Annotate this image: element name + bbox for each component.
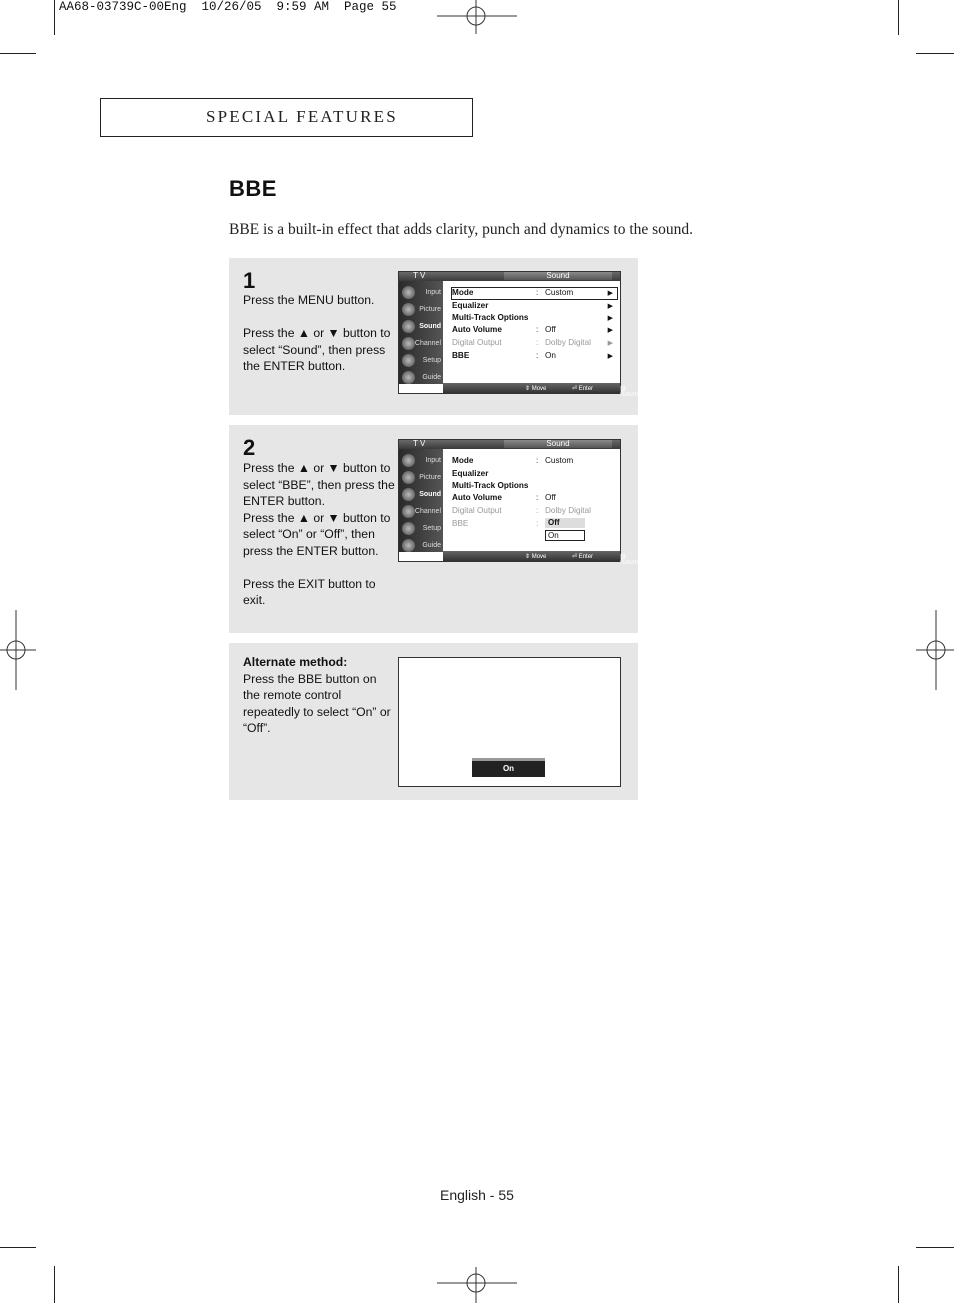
section-header bbox=[100, 98, 473, 137]
page-title: BBE bbox=[229, 176, 277, 201]
menu-row-auto-volume: Auto Volume : Off bbox=[452, 493, 556, 502]
tv-help-bar bbox=[443, 551, 639, 566]
print-header: AA68-03739C-00Eng 10/26/05 9:59 AM Page 55 bbox=[59, 0, 397, 14]
menu-row-digital-output: Digital Output : Dolby Digital bbox=[452, 506, 591, 515]
input-icon bbox=[402, 454, 415, 467]
arrow-right-icon: ▶ bbox=[607, 314, 613, 322]
alternate-heading: Alternate method: bbox=[243, 655, 348, 669]
step-line: Press the ▲ or ▼ button to select “On” or “Off”, then press the ENTER button. bbox=[243, 510, 391, 558]
arrow-right-icon: ▶ bbox=[607, 302, 613, 310]
step-2-text bbox=[243, 460, 401, 609]
enter-hint: ⏎ Enter bbox=[572, 386, 594, 392]
tv-sidebar: Input Picture Sound Channel Setup Guide bbox=[399, 281, 443, 384]
bbe-osd-bar: On bbox=[472, 758, 545, 777]
channel-icon bbox=[402, 337, 415, 350]
menu-row-equalizer: Equalizer ▶ bbox=[452, 300, 613, 310]
enter-hint: ⏎ Enter bbox=[572, 554, 594, 560]
registration-mark-icon bbox=[916, 610, 954, 690]
menu-row-equalizer: Equalizer bbox=[452, 468, 489, 478]
arrow-right-icon: ▶ bbox=[607, 290, 613, 297]
guide-icon bbox=[402, 371, 415, 384]
tv-sidebar: Input Picture Sound Channel Setup Guide bbox=[399, 449, 443, 552]
step-line: Press the MENU button. bbox=[243, 293, 375, 307]
menu-title: Sound bbox=[504, 440, 612, 448]
osd-screen bbox=[398, 657, 621, 787]
menu-row-bbe: BBE : On ▶ bbox=[452, 350, 613, 360]
sound-icon bbox=[402, 320, 415, 333]
menu-row-mode: Mode : Custom bbox=[452, 456, 574, 465]
menu-row-bbe: BBE : bbox=[452, 518, 539, 528]
menu-title: Sound bbox=[504, 272, 612, 280]
step-line: Press the EXIT button to exit. bbox=[243, 576, 376, 607]
step-line: Press the ▲ or ▼ button to select “BBE”, then press the ENTER button. bbox=[243, 461, 395, 508]
bbe-option-on: On bbox=[545, 530, 585, 541]
move-hint: ⇕ Move bbox=[525, 554, 547, 560]
move-hint: ⇕ Move bbox=[525, 386, 547, 392]
crop-mark bbox=[0, 1247, 36, 1248]
alternate-body: Press the BBE button on the remote control repeatedly to select “On” or “Off”. bbox=[243, 671, 391, 735]
menu-row-digital-output: Digital Output : Dolby Digital ▶ bbox=[452, 338, 613, 347]
return-hint: ▥ Return bbox=[620, 386, 639, 398]
step-line: Press the ▲ or ▼ button to select “Sound”, then press the ENTER button. bbox=[243, 326, 391, 373]
intro-text: BBE is a built-in effect that adds clarity, punch and dynamics to the sound. bbox=[229, 221, 694, 238]
menu-row-mode: Mode : Custom ▶ bbox=[452, 288, 617, 299]
picture-icon bbox=[402, 471, 415, 484]
alternate-method-panel bbox=[229, 643, 638, 800]
crop-mark bbox=[54, 1266, 55, 1303]
page-footer: English - 55 bbox=[440, 1187, 514, 1203]
setup-icon bbox=[402, 354, 415, 367]
channel-icon bbox=[402, 505, 415, 518]
arrow-right-icon: ▶ bbox=[607, 340, 613, 347]
crop-mark bbox=[898, 1266, 899, 1303]
tv-help-bar bbox=[443, 383, 639, 398]
tv-label: T V bbox=[413, 439, 426, 448]
tv-menu-screen bbox=[398, 439, 639, 566]
crop-mark bbox=[916, 1247, 954, 1248]
section-title: SPECIAL FEATURES bbox=[206, 107, 398, 126]
registration-mark-icon bbox=[437, 1267, 517, 1303]
return-hint: ▥ Return bbox=[620, 554, 639, 566]
arrow-right-icon: ▶ bbox=[607, 352, 613, 360]
crop-mark bbox=[54, 0, 55, 35]
crop-mark bbox=[0, 53, 36, 54]
tv-menu-screen bbox=[398, 271, 639, 398]
guide-icon bbox=[402, 539, 415, 552]
picture-icon bbox=[402, 303, 415, 316]
tv-label: T V bbox=[413, 271, 426, 280]
arrow-right-icon: ▶ bbox=[607, 327, 613, 334]
step-1-panel bbox=[229, 258, 638, 415]
menu-row-auto-volume: Auto Volume : Off ▶ bbox=[452, 325, 613, 334]
step-number: 1 bbox=[243, 268, 256, 293]
menu-row-multitrack: Multi-Track Options ▶ bbox=[452, 312, 613, 322]
registration-mark-icon bbox=[437, 0, 517, 34]
registration-mark-icon bbox=[0, 610, 36, 690]
crop-mark bbox=[916, 53, 954, 54]
step-2-panel bbox=[229, 425, 638, 633]
input-icon bbox=[402, 286, 415, 299]
step-number: 2 bbox=[243, 435, 256, 460]
sound-icon bbox=[402, 488, 415, 501]
alternate-text bbox=[243, 654, 395, 737]
crop-mark bbox=[898, 0, 899, 35]
step-1-text bbox=[243, 292, 403, 375]
menu-row-multitrack: Multi-Track Options bbox=[452, 480, 529, 490]
setup-icon bbox=[402, 522, 415, 535]
bbe-option-off: Off bbox=[545, 518, 585, 528]
